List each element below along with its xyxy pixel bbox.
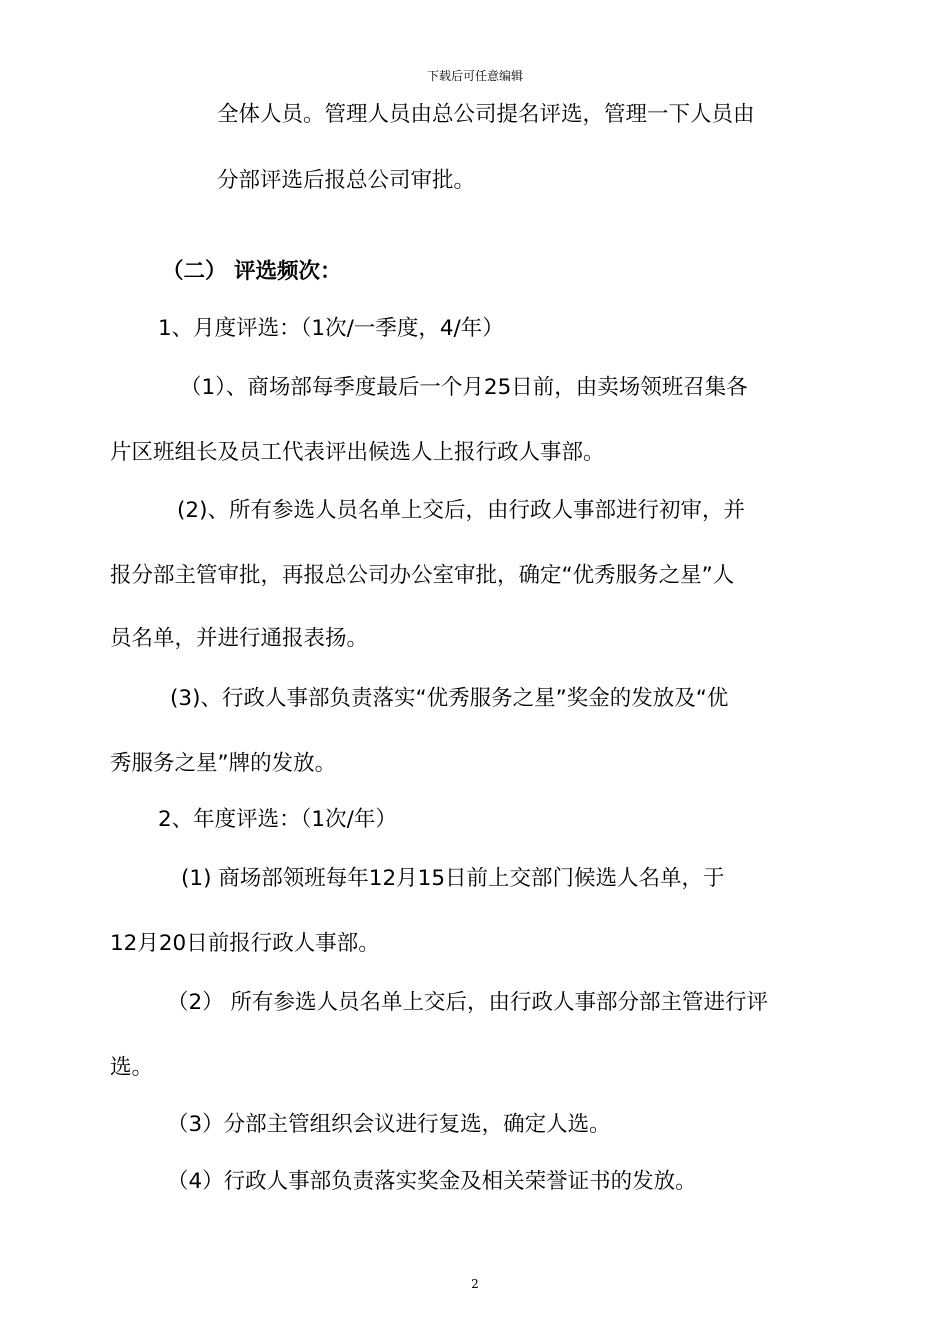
paragraph-line: 分部评选后报总公司审批。 <box>217 168 476 193</box>
paragraph-line: 选。 <box>110 1055 154 1080</box>
paragraph-line: 秀服务之星”牌的发放。 <box>110 751 337 776</box>
subsection-title: 1、月度评选：（1次/一季度，4/年） <box>158 316 504 341</box>
paragraph-line: (1) 商场部领班每年12月15日前上交部门候选人名单，于 <box>181 866 725 891</box>
page-header: 下载后可任意编辑 <box>426 69 523 83</box>
section-heading: （二） 评选频次： <box>162 259 342 284</box>
paragraph-line: （1）、商场部每季度最后一个月25日前，由卖场领班召集各 <box>180 375 748 400</box>
paragraph-line: （2） 所有参选人员名单上交后，由行政人事部分部主管进行评 <box>167 990 769 1015</box>
paragraph-line: （4）行政人事部负责落实奖金及相关荣誉证书的发放。 <box>167 1169 697 1194</box>
page-number: 2 <box>471 1277 479 1291</box>
paragraph-line: 全体人员。管理人员由总公司提名评选，管理一下人员由 <box>217 102 755 127</box>
subsection-title: 2、年度评选：（1次/年） <box>158 807 397 832</box>
paragraph-line: 片区班组长及员工代表评出候选人上报行政人事部。 <box>110 440 605 465</box>
paragraph-line: (2)、所有参选人员名单上交后，由行政人事部进行初审，并 <box>177 498 745 523</box>
paragraph-line: (3)、行政人事部负责落实“优秀服务之星”奖金的发放及“优 <box>170 686 729 711</box>
paragraph-line: 12月20日前报行政人事部。 <box>110 931 380 956</box>
paragraph-line: （3）分部主管组织会议进行复选，确定人选。 <box>167 1112 611 1137</box>
paragraph-line: 员名单，并进行通报表扬。 <box>110 626 369 651</box>
paragraph-line: 报分部主管审批，再报总公司办公室审批，确定“优秀服务之星”人 <box>110 563 735 588</box>
